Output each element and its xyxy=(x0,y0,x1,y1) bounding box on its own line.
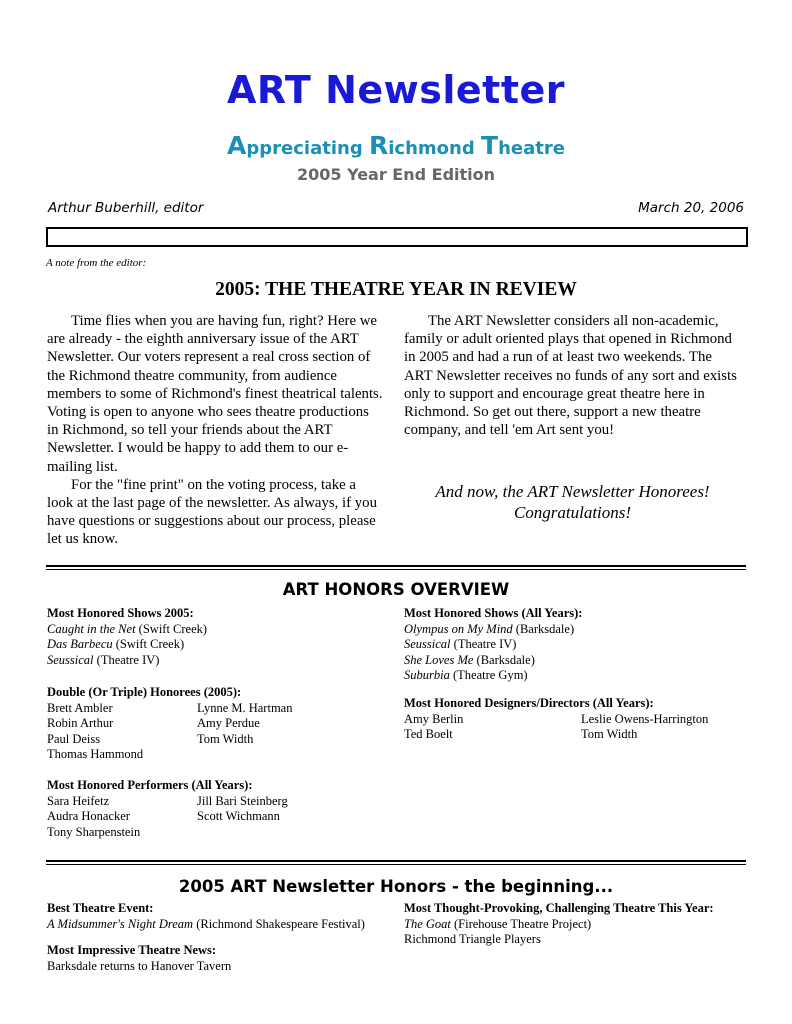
shows-2005-section xyxy=(47,606,207,668)
section-head: Double (Or Triple) Honorees (2005): xyxy=(47,685,242,699)
overview-heading: ART HONORS OVERVIEW xyxy=(282,580,510,599)
list-item: Caught in the Net (Swift Creek) xyxy=(47,621,208,636)
best-event-section xyxy=(47,901,365,932)
closing-line: And now, the ART Newsletter Honorees! xyxy=(435,482,710,501)
newsletter-title: ART Newsletter xyxy=(226,68,566,112)
list-item: Olympus on My Mind (Barksdale) xyxy=(404,621,575,636)
thought-provoking-section xyxy=(404,901,714,948)
section-divider xyxy=(46,860,746,865)
list-item: Seussical (Theatre IV) xyxy=(404,637,517,651)
editor-paragraph: For the "fine print" on the voting process, take a look at the last page of the newsletter. As always, if you have questions or suggestions about our process, please let us know. xyxy=(47,476,377,548)
edition-label: 2005 Year End Edition xyxy=(296,165,496,184)
editor-note-label: A note from the editor: xyxy=(46,257,147,269)
list-item: Seussical (Theatre IV) xyxy=(47,652,160,667)
list-item: Tom Width xyxy=(581,727,638,741)
list-item: Ted Boelt xyxy=(404,727,453,741)
list-item: Scott Wichmann xyxy=(197,809,280,823)
header-box xyxy=(46,227,748,247)
list-item: Jill Bari Steinberg xyxy=(197,793,288,808)
performers-section xyxy=(47,778,377,840)
review-heading: 2005: THE THEATRE YEAR IN REVIEW xyxy=(215,279,577,300)
section-divider xyxy=(46,565,746,570)
subtitle-rest-t: heatre xyxy=(498,138,565,159)
shows-all-years-section xyxy=(404,606,582,684)
subtitle-cap-a: A xyxy=(227,131,247,160)
list-item: Thomas Hammond xyxy=(47,747,144,761)
closing-line: Congratulations! xyxy=(513,503,632,522)
section-head: Most Honored Shows 2005: xyxy=(47,606,194,620)
section-head: Most Honored Shows (All Years): xyxy=(404,606,583,620)
issue-date: March 20, 2006 xyxy=(638,200,744,216)
list-item: Suburbia (Theatre Gym) xyxy=(404,668,528,682)
editor-credit: Arthur Buberhill, editor xyxy=(48,200,204,216)
section-head: Best Theatre Event: xyxy=(47,901,154,915)
newsletter-subtitle xyxy=(0,131,792,160)
list-item: Brett Ambler xyxy=(47,700,113,715)
double-honorees-section xyxy=(47,685,377,763)
editor-note-column-1 xyxy=(47,312,384,549)
section-head: Most Thought-Provoking, Challenging Theatre This Year: xyxy=(404,901,714,915)
list-item: Leslie Owens-Harrington xyxy=(581,711,709,726)
list-item: Barksdale returns to Hanover Tavern xyxy=(47,958,232,973)
names-grid xyxy=(47,701,377,763)
list-item: Paul Deiss xyxy=(47,731,101,746)
list-item: Tony Sharpenstein xyxy=(47,824,141,839)
editor-paragraph: Time flies when you are having fun, right? Here we are already - the eighth anniversary issue of the ART Newsletter. Our voters represent a real cross section of the Richmond theatre community, from audience members to some of Richmond's finest theatrical talents. Voting is open to anyone who sees theatre productions in Richmond, so tell your friends about the ART Newsletter. I would be happy to add them to our e-mailing list. xyxy=(47,313,383,475)
list-item: Robin Arthur xyxy=(47,716,114,730)
subtitle-cap-r: R xyxy=(369,131,389,160)
section-head: Most Impressive Theatre News: xyxy=(47,943,217,957)
subtitle-rest-r: ichmond xyxy=(388,138,482,159)
designers-section xyxy=(404,696,761,743)
list-item xyxy=(197,747,377,763)
list-item: The Goat (Firehouse Theatre Project) xyxy=(404,916,592,931)
section-head: Most Honored Designers/Directors (All Years): xyxy=(404,696,654,710)
list-item: A Midsummer's Night Dream (Richmond Shakespeare Festival) xyxy=(47,916,365,931)
editor-paragraph: The ART Newsletter considers all non-academic, family or adult oriented plays that opened in Richmond in 2005 and had a run of at least two weekends. The ART Newsletter receives no funds of any sort and exists only to support and encourage great theatre here in Richmond. So get out there, support a new theatre company, and tell 'em Art sent you! xyxy=(404,313,737,439)
list-item: Lynne M. Hartman xyxy=(197,700,293,715)
list-item: Sara Heifetz xyxy=(47,793,110,808)
section-head: Most Honored Performers (All Years): xyxy=(47,778,253,792)
closing-message xyxy=(404,481,741,523)
list-item: She Loves Me (Barksdale) xyxy=(404,652,535,667)
beginning-heading: 2005 ART Newsletter Honors - the beginning... xyxy=(178,877,614,896)
names-grid xyxy=(404,712,761,743)
editor-note-column-2 xyxy=(404,312,741,439)
list-item: Amy Berlin xyxy=(404,711,464,726)
list-item xyxy=(197,825,377,841)
list-item: Audra Honacker xyxy=(47,809,130,823)
subtitle-cap-t: T xyxy=(481,131,499,160)
list-item: Tom Width xyxy=(197,731,254,746)
list-item: Richmond Triangle Players xyxy=(404,932,541,946)
list-item: Amy Perdue xyxy=(197,716,260,730)
subtitle-rest-a: ppreciating xyxy=(246,138,369,159)
list-item: Das Barbecu (Swift Creek) xyxy=(47,637,185,651)
names-grid xyxy=(47,794,377,841)
news-section xyxy=(47,943,231,974)
